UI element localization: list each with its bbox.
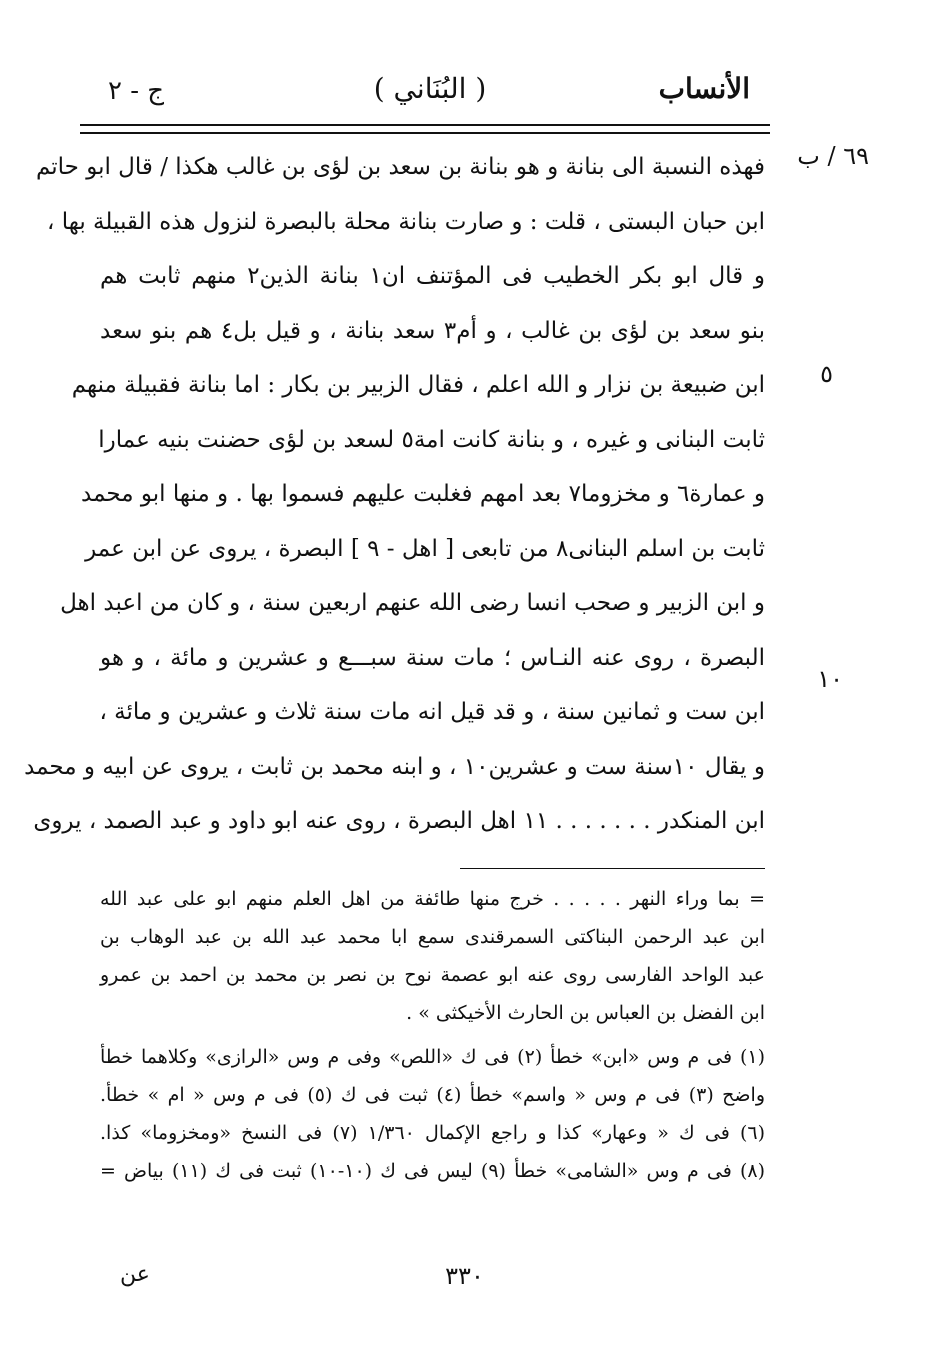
page-header <box>100 62 760 112</box>
line-number-10: ١٠ <box>817 665 843 693</box>
volume-label: ج - ٢ <box>108 76 165 106</box>
text-line: و قال ابو بكر الخطيب فى المؤتنف ان١ بنانة الذين٢ منهم ثابت هم <box>100 263 766 289</box>
variant-note-line: (٦) فى ك « وعهار» كذا و راجع الإكمال ١/٣٦٠ (٧) فى النسخ «ومخزوما» كذا. <box>100 1122 765 1144</box>
entry-heading: ( البُنَاني ) <box>373 72 487 105</box>
footnote-continuation-line: ابن عبد الرحمن البناكتى السمرقندى سمع ابا محمد عبد الله بن عبد الوهاب بن <box>100 926 765 948</box>
text-line: و ابن الزبير و صحب انسا رضى الله عنهم اربعين سنة ، و كان من اعبد اهل <box>60 590 765 616</box>
text-line: و عمارة٦ و مخزوما٧ بعد امهم فغلبت عليهم فسموا بها . و منها ابو محمد <box>81 481 765 507</box>
page-number: ٣٣٠ <box>445 1262 484 1290</box>
main-text-block <box>24 140 766 849</box>
text-line: ثابت بن اسلم البنانى٨ من تابعى [ اهل - ٩ ] البصرة ، يروى عن ابن عمر <box>85 535 765 562</box>
variant-note-line: (١) فى م وس «ابن» خطأ (٢) فى ك «اللص» وفى م وس «الرازى» وكلاهما خطأ <box>100 1046 765 1068</box>
footnote-continuation-line: ابن الفضل بن العباس بن الحارث الأخيكثى » . <box>406 1002 765 1024</box>
line-number-5: ٥ <box>820 360 833 388</box>
footnote-continuation-line: = بما وراء النهر . . . . . خرج منها طائفة من اهل العلم منهم ابو على عبد الله <box>100 888 765 910</box>
variant-note-line: واضح (٣) فى م وس « واسم» خطأ (٤) ثبت فى ك (٥) فى م وس « ام » خطأ. <box>100 1084 766 1106</box>
text-line: بنو سعد بن لؤى بن غالب ، و أم٣ سعد بنانة ، و قيل بل٤ هم بنو سعد <box>100 317 765 344</box>
text-line: ابن حبان البستى ، قلت : و صارت بنانة محلة بالبصرة لنزول هذه القبيلة بها ، <box>47 208 765 235</box>
text-line: ابن ست و ثمانين سنة ، و قد قيل انه مات سنة ثلاث و عشرين و مائة ، <box>99 699 765 725</box>
text-line: فهذه النسبة الى بنانة و هو بنانة بن سعد بن لؤى بن غالب هكذا / قال ابو حاتم <box>35 154 765 180</box>
text-line: ثابت البنانى و غيره ، و بنانة كانت امة٥ لسعد بن لؤى حضنت بنيه عمارا <box>98 426 765 453</box>
folio-marker: ٦٩ / ب <box>797 142 869 170</box>
header-double-rule <box>80 124 770 134</box>
footnotes-block <box>100 880 765 1190</box>
text-line: البصرة ، روى عنه النـاس ؛ مات سنة سبـــع و عشرين و مائة ، و هو <box>100 644 765 671</box>
variant-note-line: (٨) فى م وس «الشامى» خطأ (٩) ليس فى ك (١٠-١٠) ثبت فى ك (١١) بياض = <box>100 1160 765 1182</box>
text-line: و يقال ١٠سنة ست و عشرين١٠ ، و ابنه محمد بن ثابت ، يروى عن ابيه و محمد <box>24 753 765 780</box>
text-line: ابن المنكدر . . . . . . . ١١ اهل البصرة ، روى عنه ابو داود و عبد الصمد ، يروى <box>33 808 765 834</box>
footnote-separator <box>460 868 765 869</box>
catchword: عن <box>120 1262 150 1287</box>
text-line: ابن ضبيعة بن نزار و الله اعلم ، فقال الزبير بن بكار : اما بنانة فقبيلة منهم <box>71 372 765 398</box>
footnote-continuation-line: عبد الواحد الفارسى روى عنه ابو عصمة نوح بن نصر بن محمد بن احمد بن عمرو <box>100 964 765 986</box>
book-title: الأنساب <box>658 72 750 105</box>
